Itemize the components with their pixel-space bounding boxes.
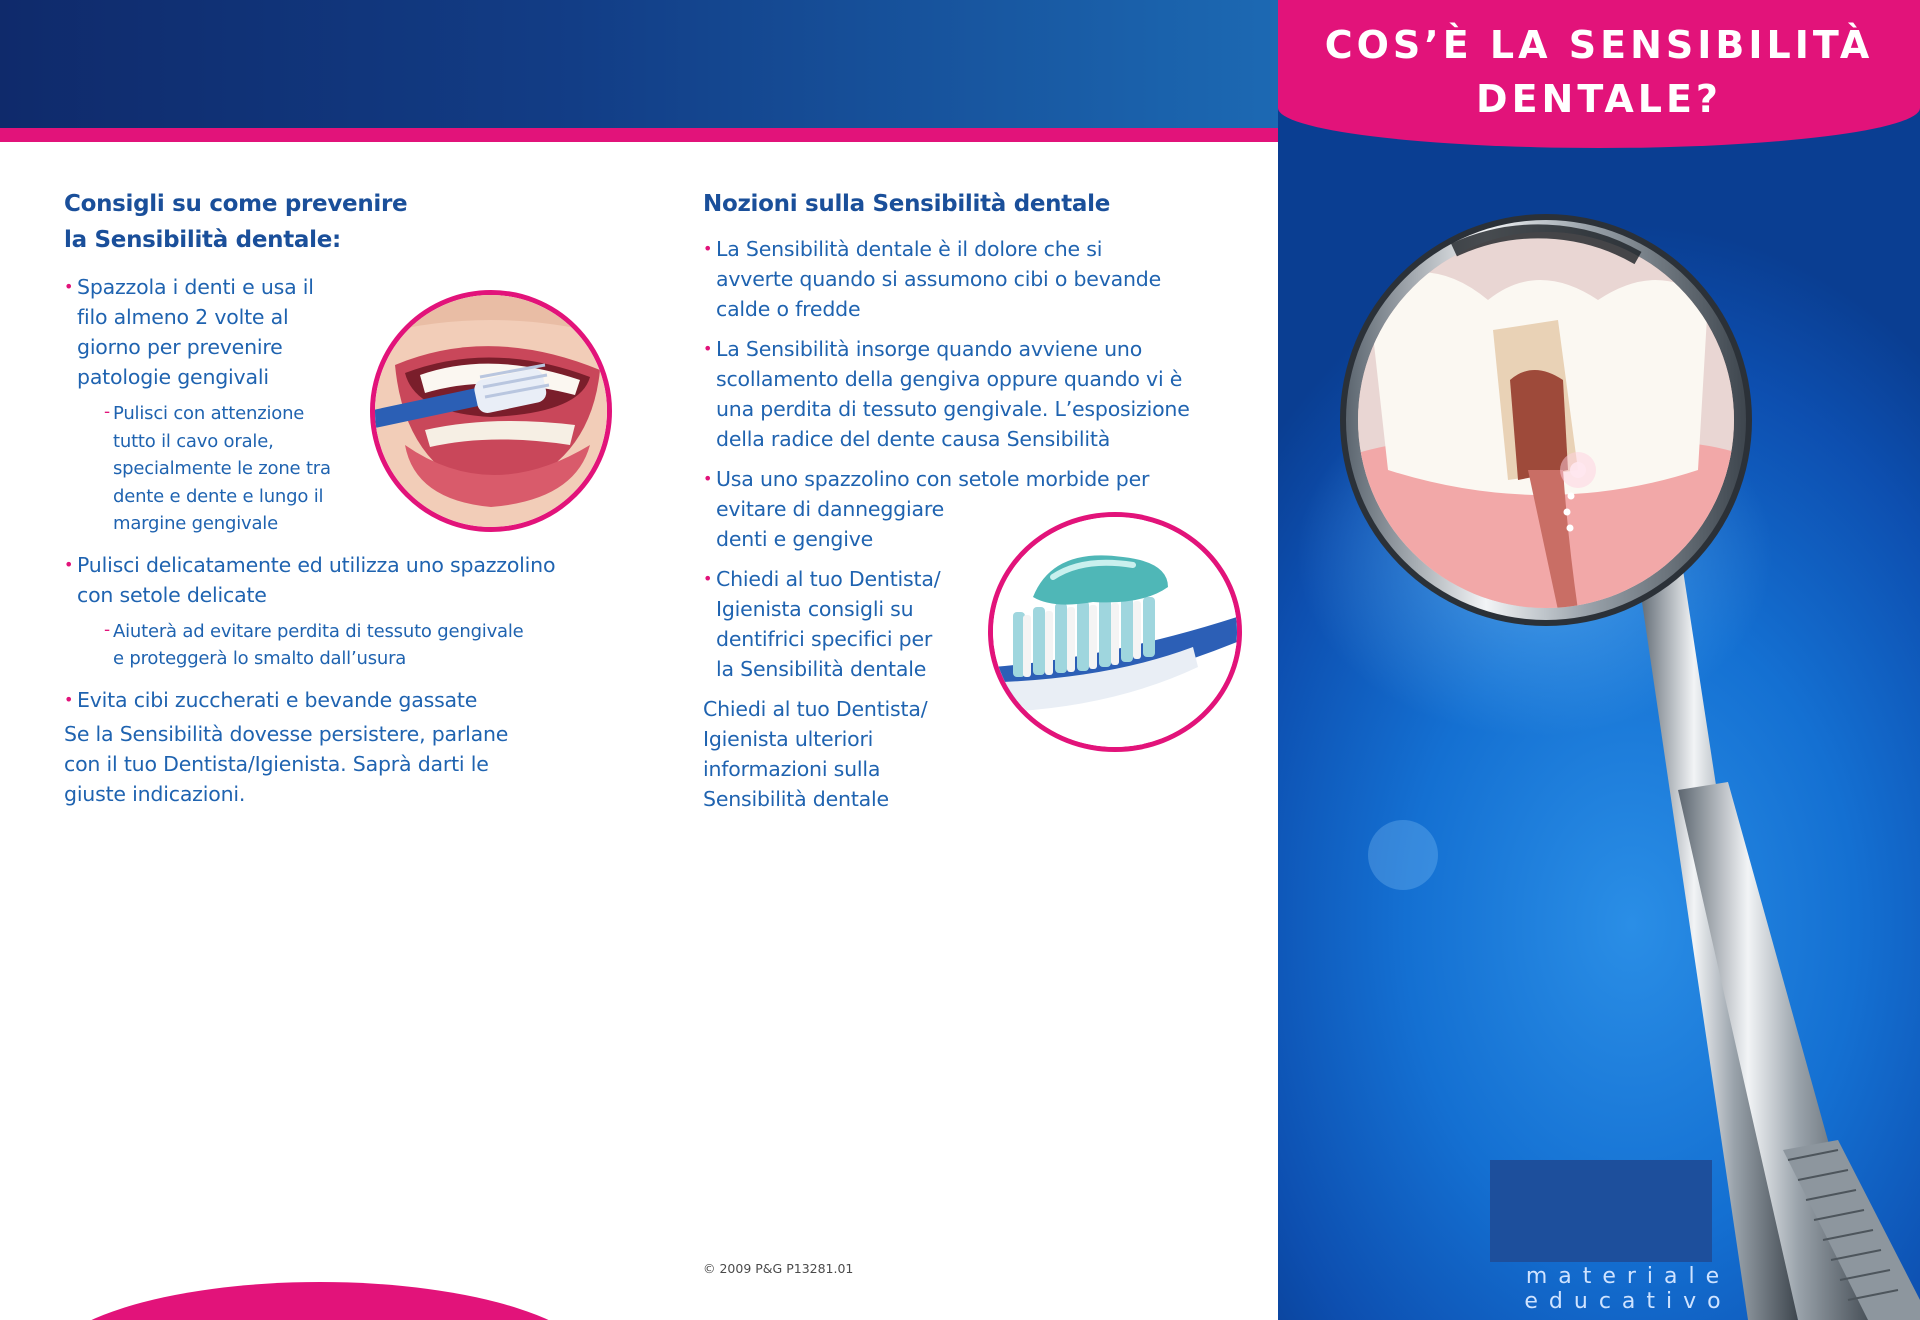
- tip-line: • Spazzola i denti e usa il: [77, 275, 314, 299]
- subtip-line: e proteggerà lo smalto dall’usura: [113, 648, 407, 669]
- tip-gentle-brush: [64, 550, 584, 610]
- subtip-line: - Aiuterà ad evitare perdita di tessuto gengivale: [113, 620, 524, 642]
- subtip-line: - Pulisci con attenzione: [113, 403, 305, 424]
- brushing-mouth-illustration: [370, 290, 612, 532]
- fact-definition: [703, 234, 1223, 324]
- facts-heading: Nozioni sulla Sensibilità dentale: [703, 191, 1111, 217]
- fact-line: calde o fredde: [716, 297, 861, 321]
- fact-line: evitare di danneggiare: [716, 497, 945, 521]
- prevention-heading-line-1: Consigli su come prevenire: [64, 191, 408, 217]
- closing-line: informazioni sulla: [703, 757, 881, 781]
- fact-line: della radice del dente causa Sensibilità: [716, 427, 1111, 451]
- mouth-icon: [375, 295, 607, 527]
- toothbrush-icon: [993, 517, 1237, 747]
- tip-line: • Pulisci delicatamente ed utilizza uno spazzolino: [77, 552, 556, 577]
- fact-line: • Chiedi al tuo Dentista/: [716, 567, 941, 591]
- subtip-line: tutto il cavo orale,: [113, 430, 274, 452]
- fact-line: Igienista consigli su: [716, 597, 914, 621]
- bottom-pink-swoosh: [40, 1282, 600, 1320]
- prevention-heading: [64, 186, 584, 258]
- subtip-line: dente e dente e lungo il: [113, 485, 324, 507]
- educational-material-label: materiale educativo: [1524, 1264, 1732, 1314]
- fact-line: denti e gengive: [716, 527, 874, 551]
- tip-line: con setole delicate: [77, 582, 267, 607]
- prevention-heading-line-2: la Sensibilità dentale:: [64, 227, 341, 253]
- fact-line: una perdita di tessuto gengivale. L’esposizione: [716, 397, 1190, 421]
- subtip-protect-enamel: [104, 618, 584, 673]
- closing-line: Sensibilità dentale: [703, 787, 889, 811]
- subtip-line: margine gengivale: [113, 513, 278, 534]
- fact-cause: [703, 334, 1223, 454]
- tip-line: filo almeno 2 volte al: [77, 305, 289, 329]
- toothbrush-illustration: [988, 512, 1242, 752]
- closing-line: Se la Sensibilità dovesse persistere, parlane: [64, 721, 509, 746]
- fact-line: • Usa uno spazzolino con setole morbide per: [716, 467, 1150, 491]
- subtip-line: specialmente le zone tra: [113, 458, 331, 479]
- tip-line: patologie gengivali: [77, 365, 269, 389]
- header-band: [0, 0, 1278, 130]
- cover-title-line-2: DENTALE?: [1476, 77, 1722, 121]
- tip-line: giorno per prevenire: [77, 335, 283, 359]
- tip-line: • Evita cibi zuccherati e bevande gassate: [77, 687, 478, 712]
- fact-line: • La Sensibilità dentale è il dolore che si: [716, 237, 1103, 261]
- fact-line: la Sensibilità dentale: [716, 657, 927, 681]
- tip-avoid-sugar: [64, 685, 584, 715]
- fact-line: scollamento della gengiva oppure quando vi è: [716, 367, 1183, 391]
- fact-line: dentifrici specifici per: [716, 627, 933, 651]
- cover-panel: [1278, 0, 1920, 1320]
- closing-line: con il tuo Dentista/Igienista. Saprà darti le: [64, 751, 489, 776]
- prevention-closing: [64, 719, 584, 809]
- dental-mirror-icon: [1278, 0, 1920, 1320]
- closing-line: Igienista ulteriori: [703, 727, 874, 751]
- fact-line: avverte quando si assumono cibi o bevande: [716, 267, 1162, 291]
- brand-logo-placeholder: [1490, 1160, 1712, 1262]
- copyright-notice: © 2009 P&G P13281.01: [703, 1261, 854, 1276]
- closing-line: giuste indicazioni.: [64, 781, 246, 806]
- header-pink-stripe: [0, 128, 1278, 142]
- cover-title-line-1: COS’È LA SENSIBILITÀ: [1324, 23, 1874, 67]
- fact-line: • La Sensibilità insorge quando avviene uno: [716, 337, 1143, 361]
- cover-title: [1278, 18, 1920, 126]
- closing-line: Chiedi al tuo Dentista/: [703, 697, 928, 721]
